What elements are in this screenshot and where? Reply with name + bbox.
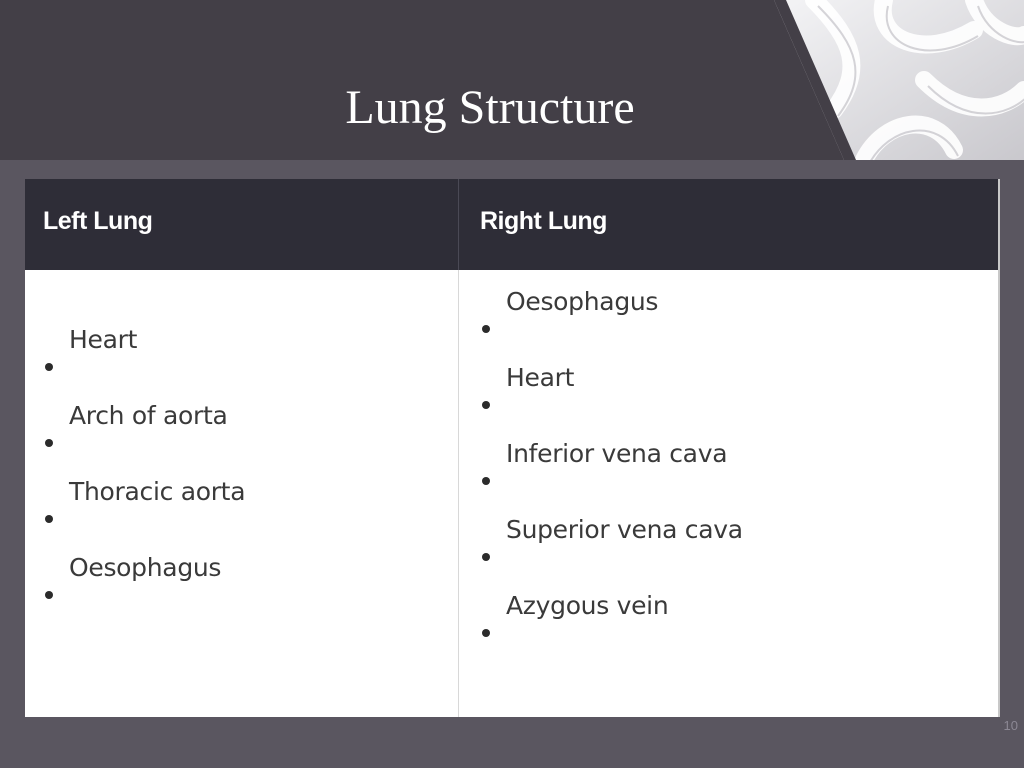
bullet-icon bbox=[45, 515, 53, 523]
list-item bbox=[43, 553, 222, 645]
bullet-icon bbox=[482, 553, 490, 561]
list-item bbox=[480, 591, 669, 683]
header-left-lung: Left Lung bbox=[43, 207, 153, 235]
right-lung-list bbox=[480, 287, 743, 683]
list-item-text: Azygous vein bbox=[506, 591, 669, 620]
bullet-icon bbox=[482, 477, 490, 485]
left-lung-list bbox=[43, 325, 246, 645]
lung-structure-table bbox=[25, 179, 998, 717]
header-right-lung: Right Lung bbox=[480, 207, 607, 235]
list-item bbox=[480, 363, 575, 455]
list-item bbox=[43, 325, 138, 417]
list-item-text: Oesophagus bbox=[69, 553, 222, 582]
list-item-text: Superior vena cava bbox=[506, 515, 743, 544]
list-item-text: Oesophagus bbox=[506, 287, 659, 316]
list-item-text: Thoracic aorta bbox=[69, 477, 246, 506]
list-item-text: Heart bbox=[69, 325, 138, 354]
page-number: 10 bbox=[1003, 718, 1018, 733]
bullet-icon bbox=[482, 401, 490, 409]
slide-title: Lung Structure bbox=[345, 81, 635, 134]
list-item bbox=[43, 401, 228, 493]
bullet-icon bbox=[45, 591, 53, 599]
bullet-icon bbox=[482, 325, 490, 333]
bullet-icon bbox=[45, 439, 53, 447]
bullet-icon bbox=[482, 629, 490, 637]
list-item-text: Arch of aorta bbox=[69, 401, 228, 430]
header-column-divider bbox=[458, 179, 459, 270]
list-item-text: Inferior vena cava bbox=[506, 439, 728, 468]
list-item-text: Heart bbox=[506, 363, 575, 392]
bullet-icon bbox=[45, 363, 53, 371]
